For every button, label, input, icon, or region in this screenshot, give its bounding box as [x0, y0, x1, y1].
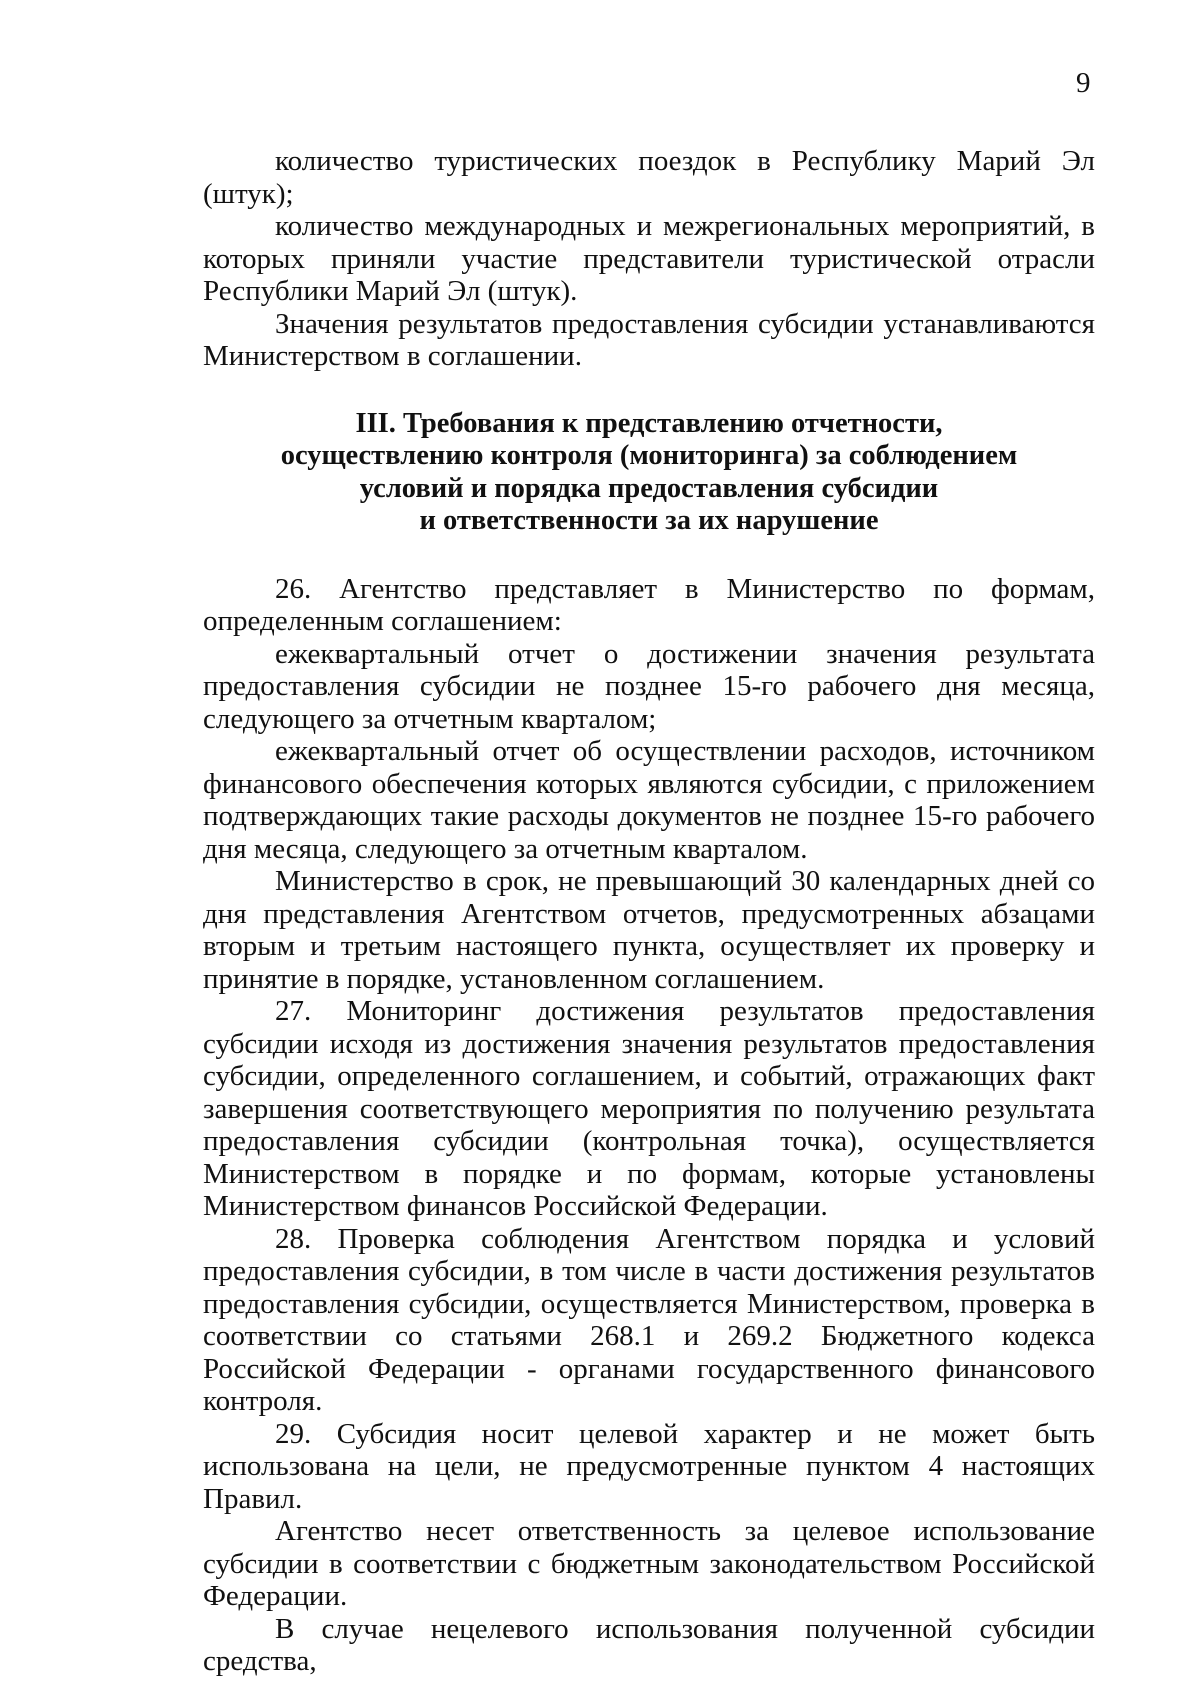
- section-heading: [203, 408, 1095, 538]
- paragraph-tourist-trips: количество туристических поездок в Республику Марий Эл (штук);: [203, 145, 1095, 210]
- document-body: [203, 145, 1095, 1678]
- paragraph-quarterly-report-expenses: ежеквартальный отчет об осуществлении расходов, источником финансового обеспечения которых являются субсидии, с приложением подтверждающих такие расходы документов не позднее 15-го рабочего дня месяца, следующего за отчетным кварталом.: [203, 735, 1095, 865]
- section-heading-line: условий и порядка предоставления субсидии: [359, 472, 939, 504]
- paragraph-ministry-review: Министерство в срок, не превышающий 30 календарных дней со дня представления Агентством отчетов, предусмотренных абзацами вторым и третьим настоящего пункта, осуществляет их проверку и принятие в порядке, установленном соглашением.: [203, 865, 1095, 995]
- paragraph-agency-responsibility: Агентство несет ответственность за целевое использование субсидии в соответствии с бюджетным законодательством Российской Федерации.: [203, 1515, 1095, 1612]
- section-heading-line: III. Требования к представлению отчетности,: [355, 407, 943, 439]
- paragraph-result-values: Значения результатов предоставления субсидии устанавливаются Министерством в соглашении.: [203, 307, 1095, 372]
- section-heading-line: осуществлению контроля (мониторинга) за соблюдением: [280, 440, 1018, 471]
- paragraph-item-29: 29. Субсидия носит целевой характер и не может быть использована на цели, не предусмотренные пунктом 4 настоящих Правил.: [203, 1417, 1095, 1515]
- paragraph-quarterly-report-result: ежеквартальный отчет о достижении значения результата предоставления субсидии не позднее 15-го рабочего дня месяца, следующего за отчетным кварталом;: [203, 637, 1095, 735]
- paragraph-misuse-case: В случае нецелевого использования полученной субсидии средства,: [203, 1612, 1095, 1677]
- paragraph-item-26: 26. Агентство представляет в Министерство по формам, определенным соглашением:: [203, 572, 1095, 637]
- paragraph-international-events: количество международных и межрегиональных мероприятий, в которых приняли участие представители туристической отрасли Республики Марий Эл (штук).: [203, 210, 1095, 307]
- paragraph-item-28: 28. Проверка соблюдения Агентством порядка и условий предоставления субсидии, в том числе в части достижения результатов предоставления субсидии, осуществляется Министерством, проверка в соответствии со статьями 268.1 и 269.2 Бюджетного кодекса Российской Федерации - органами государственного финансового контроля.: [203, 1222, 1095, 1417]
- page-number: 9: [1076, 67, 1091, 99]
- paragraph-item-27: 27. Мониторинг достижения результатов предоставления субсидии исходя из достижения значения результатов предоставления субсидии, определенного соглашением, и событий, отражающих факт завершения соответствующего мероприятия по получению результата предоставления субсидии (контрольная точка), осуществляется Министерством в порядке и по формам, которые установлены Министерством финансов Российской Федерации.: [203, 995, 1095, 1222]
- section-heading-line: и ответственности за их нарушение: [419, 505, 879, 536]
